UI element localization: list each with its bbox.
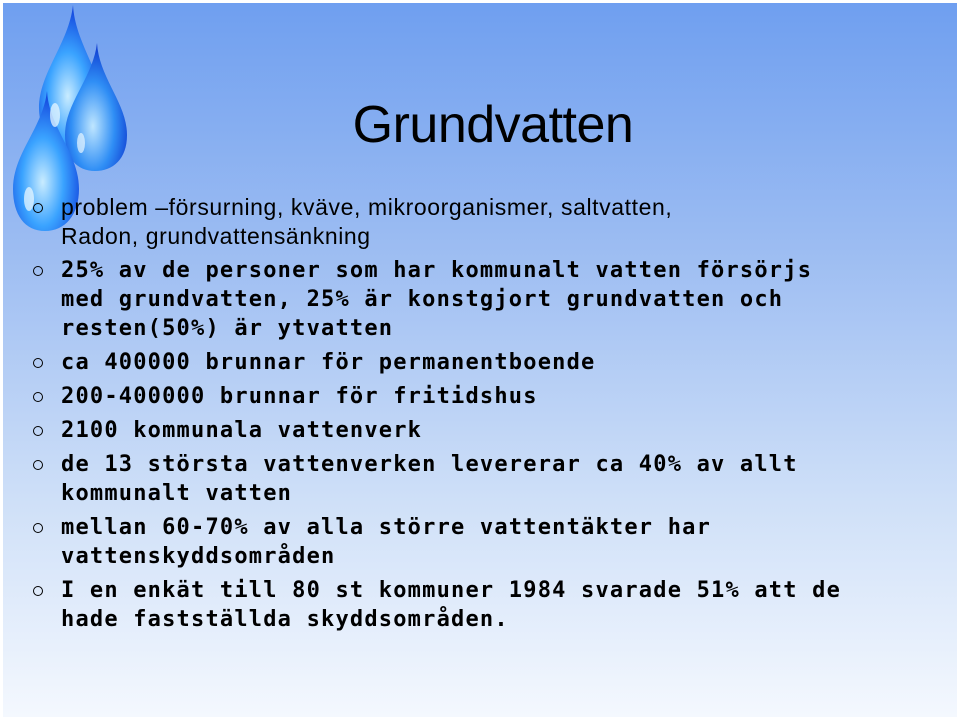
bullet-dot-icon (33, 203, 43, 213)
bullet-item (25, 348, 945, 377)
bullet-dot-icon (33, 586, 43, 596)
bullet-dot-icon (33, 460, 43, 470)
bullet-item (25, 450, 945, 508)
bullet-text-line: mellan 60-70% av alla större vattentäkter har (61, 515, 712, 540)
bullet-text-line: kommunalt vatten (61, 481, 293, 506)
bullet-text-line: med grundvatten, 25% är konstgjort grundvatten och (61, 287, 784, 312)
bullet-text-line: Radon, grundvattensänkning (61, 223, 371, 249)
bullet-dot-icon (33, 358, 43, 368)
bullet-dot-icon (33, 392, 43, 402)
bullet-text-line: 200-400000 brunnar för fritidshus (61, 384, 538, 409)
bullet-text-line: ca 400000 brunnar för permanentboende (61, 350, 596, 375)
bullet-item (25, 576, 945, 634)
bullet-item (25, 193, 945, 251)
bullet-dot-icon (33, 426, 43, 436)
bullet-text-line: resten(50%) är ytvatten (61, 316, 394, 341)
bullet-text-line: problem –försurning, kväve, mikroorganismer, saltvatten, (61, 194, 673, 220)
bullet-item (25, 513, 945, 571)
bullet-text-line: 25% av de personer som har kommunalt vatten försörjs (61, 258, 813, 283)
bullet-dot-icon (33, 523, 43, 533)
bullet-list (25, 193, 945, 639)
slide-title: Grundvatten (352, 96, 634, 154)
bullet-dot-icon (33, 266, 43, 276)
bullet-text-line: vattenskyddsområden (61, 544, 336, 569)
bullet-item (25, 416, 945, 445)
bullet-text-line: hade fastställda skyddsområden. (61, 607, 509, 632)
slide (3, 3, 957, 717)
bullet-item (25, 256, 945, 343)
bullet-item (25, 382, 945, 411)
bullet-text-line: 2100 kommunala vattenverk (61, 418, 423, 443)
bullet-text-line: I en enkät till 80 st kommuner 1984 svarade 51% att de (61, 578, 842, 603)
bullet-text-line: de 13 största vattenverken levererar ca 40% av allt (61, 452, 798, 477)
